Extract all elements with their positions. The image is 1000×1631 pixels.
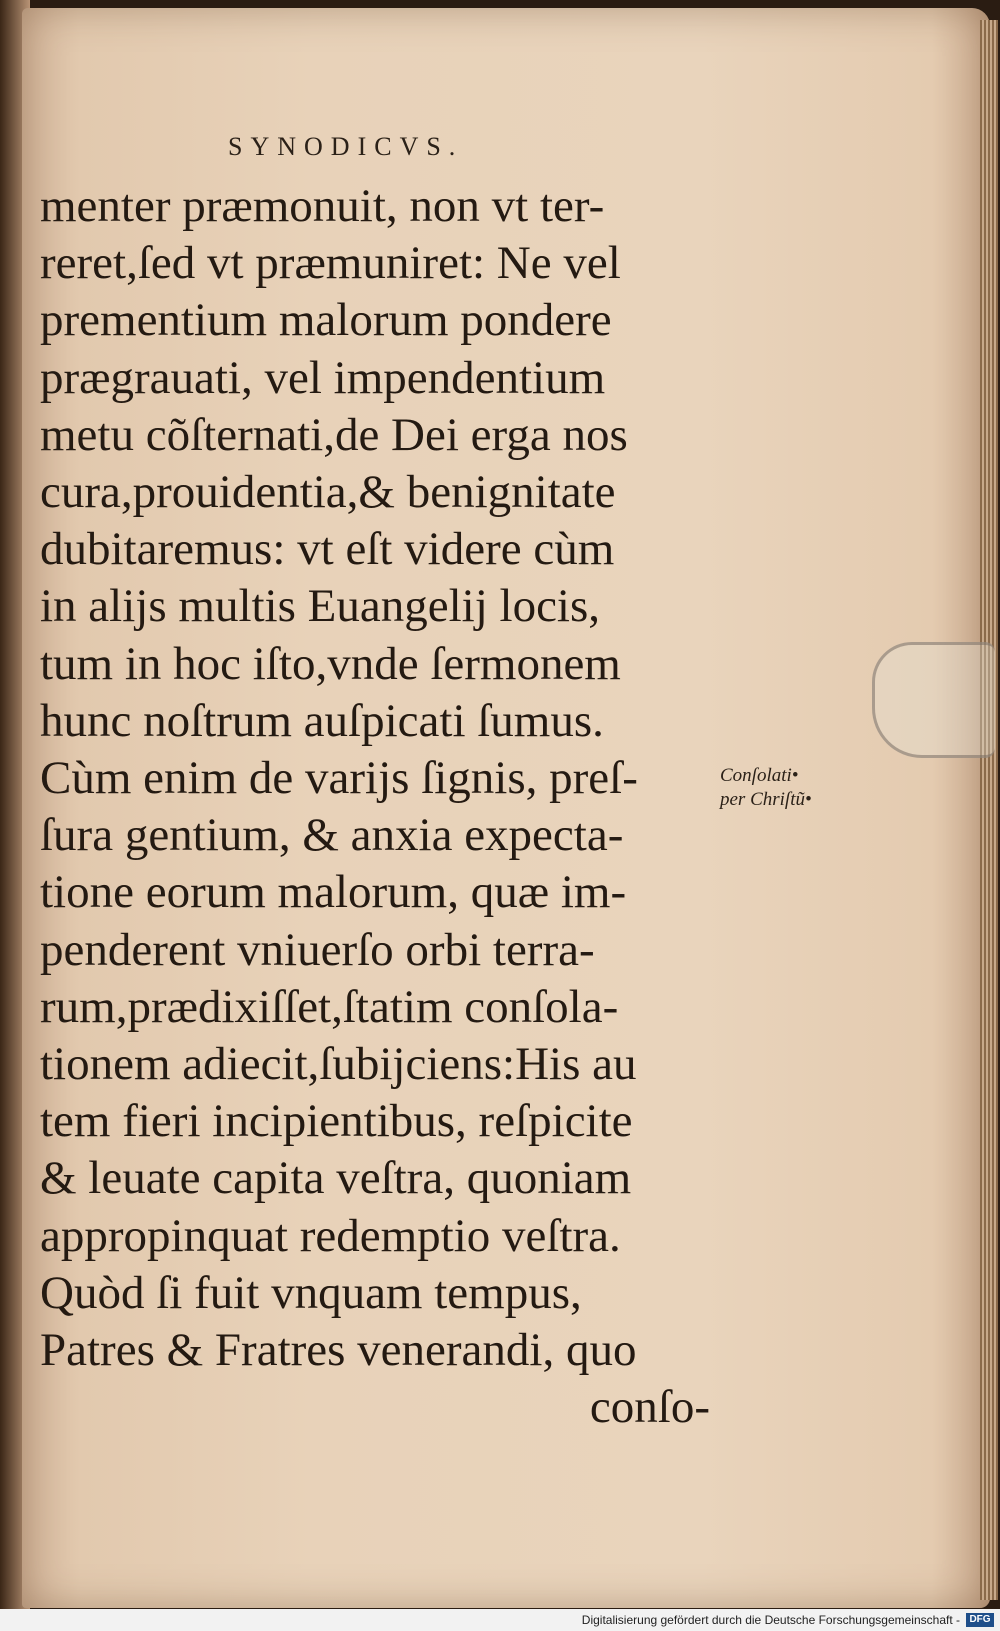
text-line: metu cõſternati,de Dei erga nos [40, 408, 628, 461]
text-line: reret,ſed vt præmuniret: Ne vel [40, 237, 621, 290]
page-clip [872, 642, 995, 758]
text-line: tione eorum malorum, quæ im- [40, 866, 627, 919]
body-text [40, 178, 720, 1436]
text-line: Cùm enim de varijs ſignis, preſ- [40, 752, 638, 805]
text-line: prementium malorum pondere [40, 294, 612, 347]
text-line: penderent vniuerſo orbi terra- [40, 923, 595, 976]
text-line: menter præmonuit, non vt ter- [40, 180, 605, 232]
text-line: appropinquat redemptio veſtra. [40, 1209, 621, 1262]
page-edge [980, 20, 998, 1600]
marginal-note-line: Conſolati• [720, 765, 799, 786]
text-line: prægrauati, vel impendentium [40, 351, 606, 404]
running-head: SYNODICVS. [228, 132, 464, 161]
text-line: tum in hoc iſto,vnde ſermonem [40, 637, 621, 690]
text-line: dubitaremus: vt eſt videre cùm [40, 523, 615, 576]
text-line: cura,prouidentia,& benignitate [40, 466, 616, 519]
text-line: hunc noſtrum auſpicati ſumus. [40, 694, 604, 747]
text-line: tionem adiecit,ſubijciens:His au [40, 1038, 637, 1091]
digitization-credit: Digitalisierung gefördert durch die Deutsche Forschungsgemeinschaft - [581, 1613, 960, 1627]
text-line: rum,prædixiſſet,ſtatim conſola- [40, 980, 619, 1033]
text-line: ſura gentium, & anxia expecta- [40, 809, 624, 862]
text-line: in alijs multis Euangelij locis, [40, 580, 601, 633]
marginal-note-line: per Chriſtũ• [720, 789, 812, 810]
marginal-note [720, 764, 812, 812]
dfg-logo-icon: DFG [966, 1613, 994, 1627]
footer-bar [0, 1609, 1000, 1631]
text-line: & leuate capita veſtra, quoniam [40, 1152, 632, 1205]
text-line: tem fieri incipientibus, reſpicite [40, 1095, 633, 1148]
catchword: conſo- [589, 1381, 710, 1434]
text-line: Quòd ſi fuit vnquam tempus, [40, 1266, 582, 1319]
text-line: Patres & Fratres venerandi, quo [40, 1324, 637, 1377]
